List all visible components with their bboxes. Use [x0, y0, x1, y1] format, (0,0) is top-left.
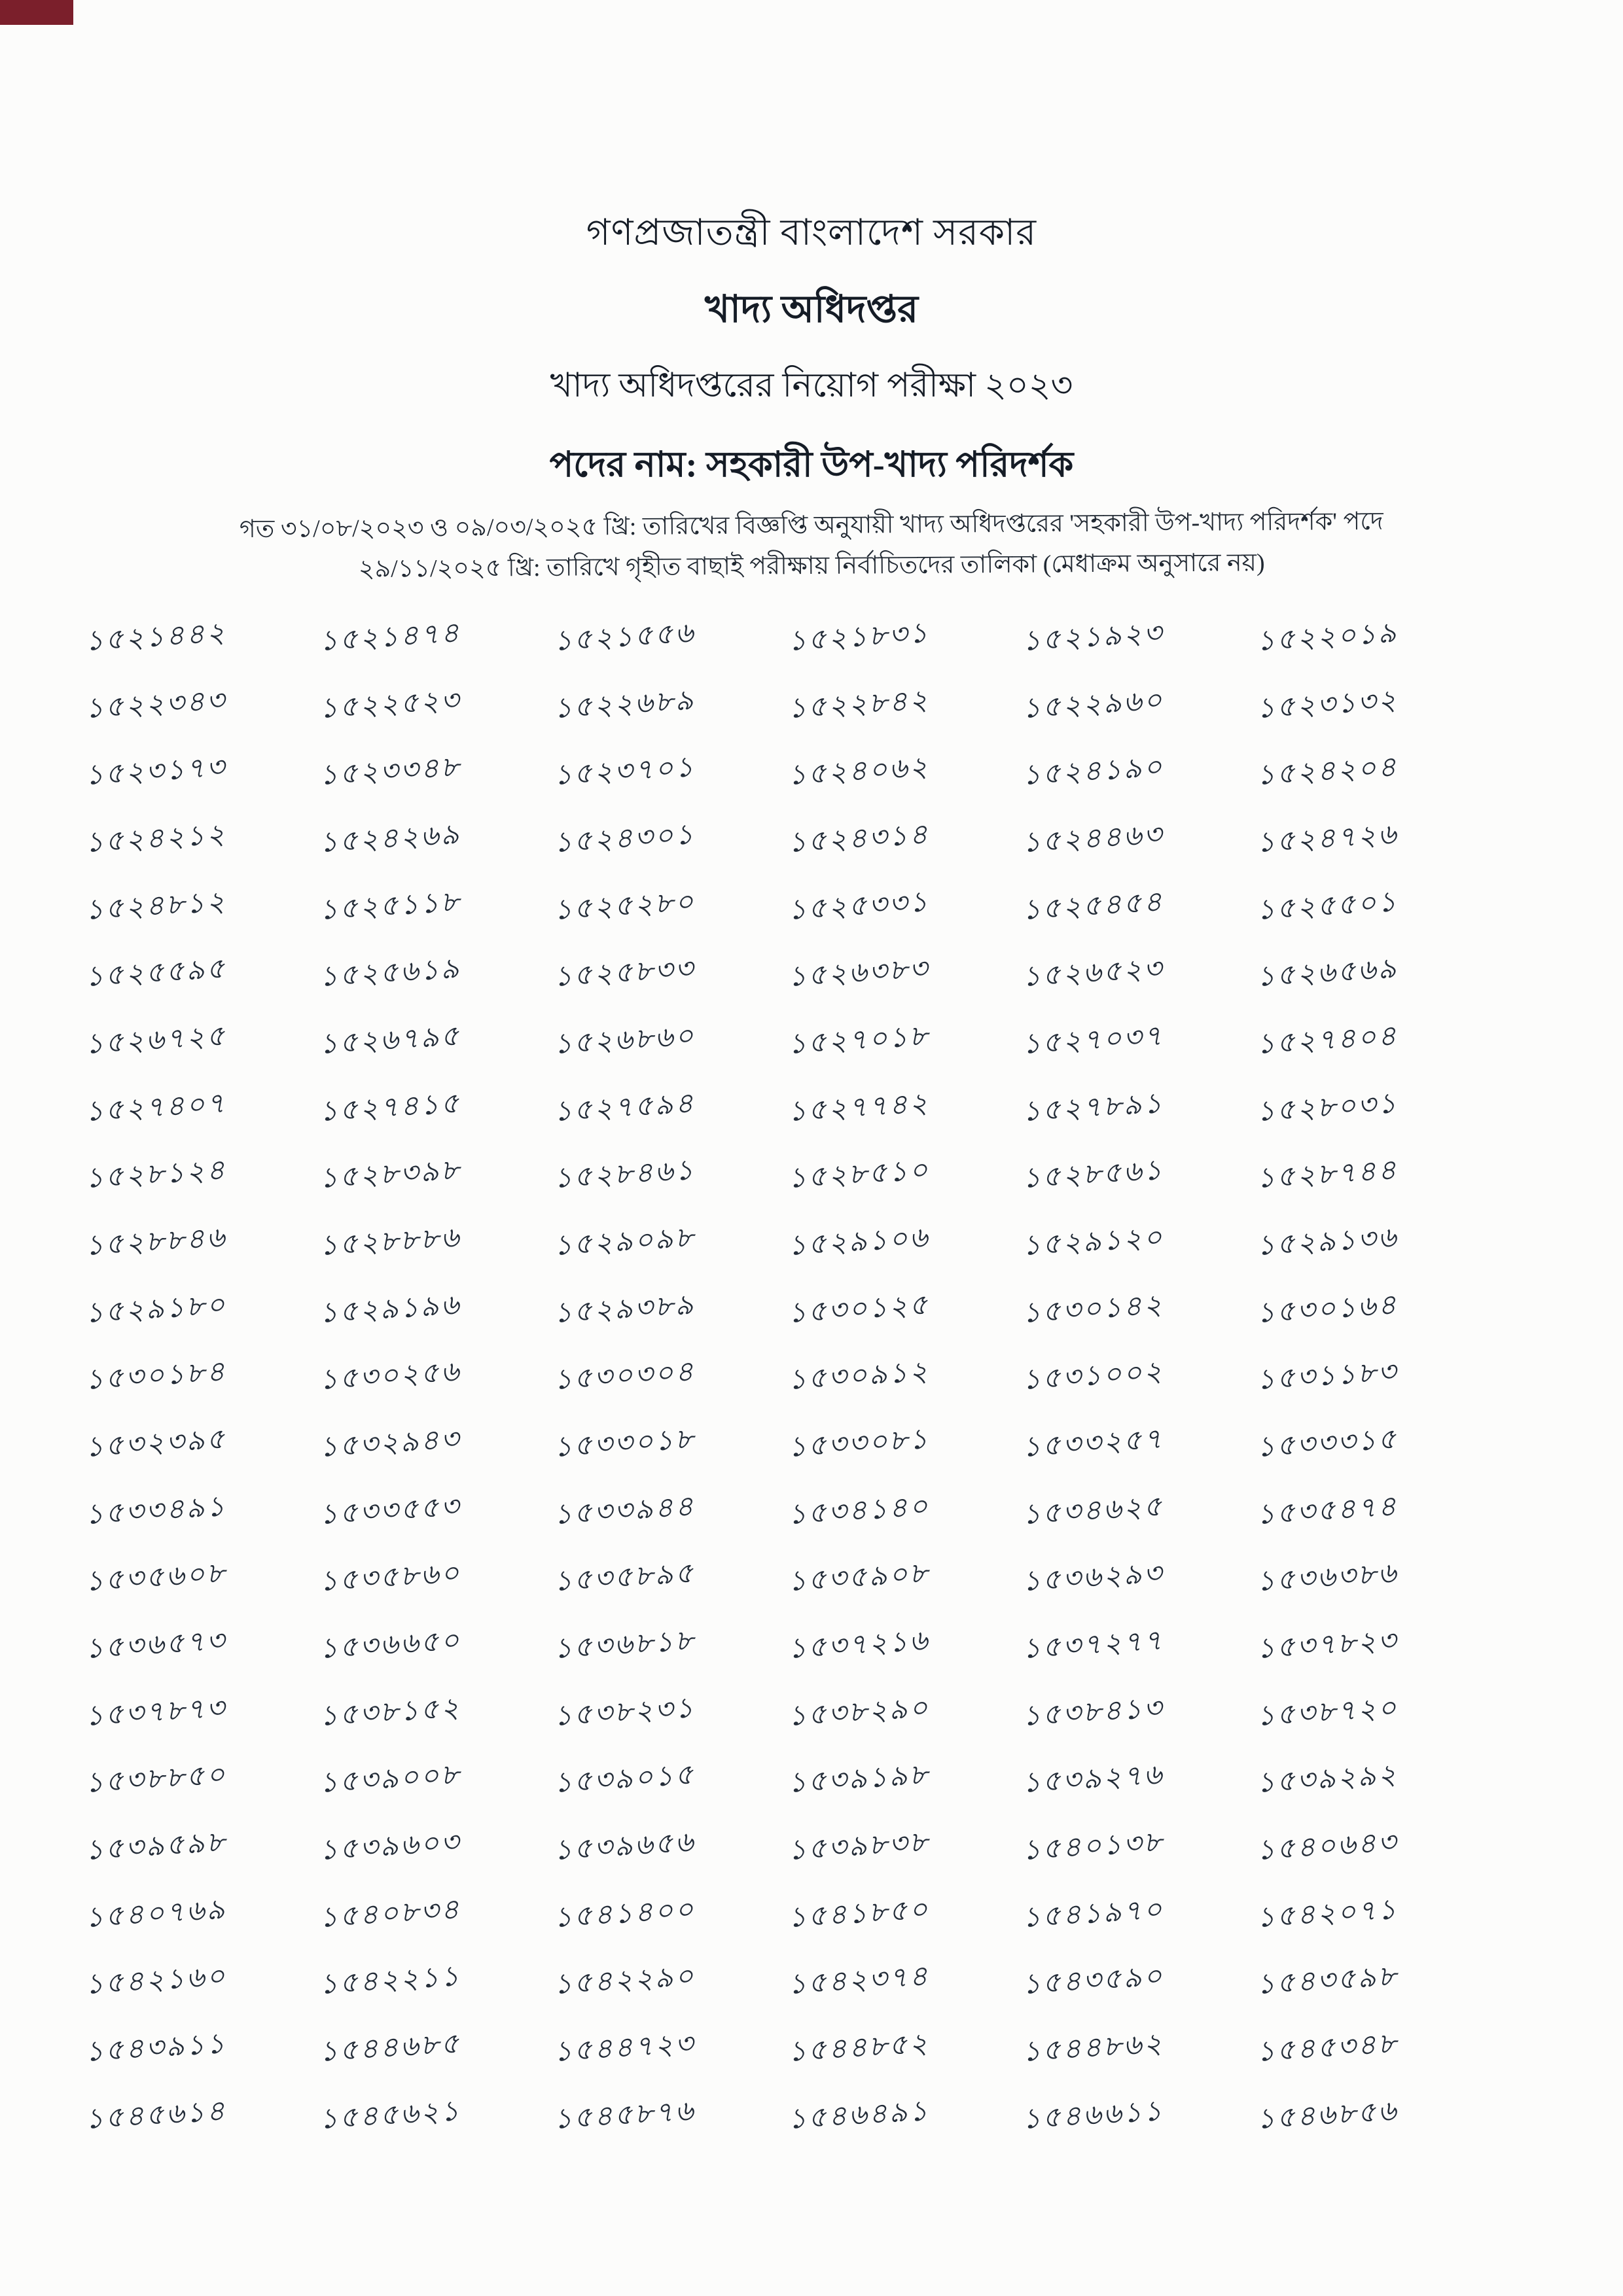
- roll-number: ১৫২৫৩৩১: [787, 886, 931, 926]
- notice-description: [0, 499, 1623, 592]
- roll-number: ১৫৪৬৮৫৬: [1255, 2095, 1399, 2135]
- roll-number: ১৫২২০১৯: [1255, 617, 1399, 658]
- roll-number: ১৫৩৭৮২৩: [1255, 1625, 1399, 1665]
- roll-number: ১৫২৫৬১৯: [318, 953, 462, 993]
- roll-number: ১৫৪৫৬২১: [318, 2095, 462, 2135]
- roll-number: ১৫২৯১৩৬: [1255, 1222, 1399, 1262]
- page-footer: [0, 2120, 1623, 2290]
- roll-number: ১৫৩৯৮৩৮: [787, 1827, 931, 1867]
- roll-number: ১৫৩৯০০৮: [318, 1759, 462, 1799]
- roll-number: ১৫৩৩০১৮: [552, 1423, 696, 1464]
- roll-number: ১৫৩২৩৯৫: [84, 1423, 228, 1464]
- roll-number: ১৫২৬৭২৫: [84, 1020, 228, 1061]
- roll-number: ১৫২৪৪৬৩: [1021, 819, 1165, 859]
- roll-number: ১৫২৮৭৪৪: [1255, 1155, 1399, 1195]
- roll-number: ১৫২৪৩০১: [552, 819, 696, 859]
- roll-number-row: [85, 883, 1472, 929]
- roll-number-grid: [85, 614, 1472, 2138]
- roll-number: ১৫৩৩২৫৭: [1021, 1423, 1165, 1464]
- roll-number: ১৫৪১৪০০: [552, 1894, 696, 1934]
- roll-number: ১৫২২৫২৩: [318, 684, 462, 724]
- roll-number: ১৫২৪২১২: [84, 819, 228, 859]
- roll-number: ১৫৪৪৮৫২: [787, 2028, 931, 2068]
- roll-number: ১৫২৫৮৩৩: [552, 953, 696, 993]
- roll-number: ১৫৩৫৮৯৫: [552, 1558, 696, 1598]
- roll-number: ১৫৩০১৬৪: [1255, 1289, 1399, 1329]
- roll-number: ১৫৩৬২৯৩: [1021, 1558, 1165, 1598]
- roll-number: ১৫৩৬৮১৮: [552, 1625, 696, 1665]
- roll-number-row: [85, 1151, 1472, 1197]
- roll-number: ১৫২১৪৭৪: [318, 617, 462, 658]
- roll-number-row: [85, 1017, 1472, 1063]
- roll-number: ১৫৪৩৯১১: [84, 2028, 228, 2068]
- roll-number: ১৫২২৩৪৩: [84, 684, 228, 724]
- roll-number: ১৫২৮৮৮৬: [318, 1222, 462, 1262]
- roll-number: ১৫২৪১৯০: [1021, 752, 1165, 792]
- roll-number-row: [85, 1890, 1472, 1937]
- roll-number: ১৫৩৮৭২০: [1255, 1692, 1399, 1732]
- roll-number: ১৫৪৪৬৮৫: [318, 2028, 462, 2068]
- roll-number-row: [85, 1689, 1472, 1735]
- roll-number: ১৫৪০৬৪৩: [1255, 1826, 1399, 1867]
- roll-number: ১৫২৬৫৬৯: [1255, 953, 1399, 993]
- roll-number: ১৫২৮৫১০: [787, 1155, 931, 1195]
- roll-number: ১৫২৮০৩১: [1255, 1087, 1399, 1127]
- roll-number: ১৫২৪৮১২: [84, 886, 228, 926]
- roll-number-row: [85, 1352, 1472, 1399]
- roll-number: ১৫২৬৫২৩: [1021, 953, 1165, 993]
- roll-number: ১৫৩৩৯৪৪: [552, 1491, 696, 1530]
- roll-number: ১৫৩৩০৮১: [787, 1423, 931, 1464]
- roll-number: ১৫২১৯২৩: [1021, 617, 1165, 658]
- roll-number: ১৫৩৮৪১৩: [1021, 1692, 1165, 1732]
- roll-number: ১৫২১৮৩১: [787, 617, 931, 658]
- roll-number: ১৫৩৭৮৭৩: [84, 1692, 228, 1732]
- roll-number: ১৫৪৬৪৯১: [787, 2095, 931, 2135]
- roll-number: ১৫২৯১৯৬: [318, 1289, 462, 1329]
- roll-number: ১৫৪৫৮৭৬: [552, 2095, 696, 2135]
- roll-number: ১৫২৭৪১৫: [318, 1087, 462, 1127]
- roll-number: ১৫২৩১৩২: [1255, 684, 1399, 724]
- roll-number: ১৫২৩৩৪৮: [318, 752, 462, 792]
- roll-number: ১৫৪৫৩৪৮: [1255, 2028, 1399, 2068]
- roll-number: ১৫৩২৯৪৩: [318, 1423, 462, 1464]
- roll-number: ১৫২৫৫০১: [1255, 886, 1399, 926]
- post-name: পদের নাম: সহকারী উপ-খাদ্য পরিদর্শক: [549, 445, 1074, 484]
- government-title: গণপ্রজাতন্ত্রী বাংলাদেশ সরকার: [586, 213, 1037, 253]
- roll-number: ১৫৩৫৮৬০: [318, 1558, 462, 1598]
- notice-description-line2: ২৯/১১/২০২৫ খ্রি: তারিখে গৃহীত বাছাই পরীক্ষায় নির্বাচিতদের তালিকা (মেধাক্রম অনুসারে নয়): [358, 549, 1265, 583]
- roll-number: ১৫৪৬৬১১: [1021, 2095, 1165, 2135]
- roll-number: ১৫৩৯৬৫৬: [552, 1826, 696, 1867]
- roll-number-row: [85, 1084, 1472, 1131]
- notice-description-line1: গত ৩১/০৮/২০২৩ ও ০৯/০৩/২০২৫ খ্রি: তারিখের বিজ্ঞপ্তি অনুযায়ী খাদ্য অধিদপ্তরের 'সহকারী উপ-খাদ্য পরিদর্শক' পদে: [239, 507, 1383, 544]
- roll-number-row: [85, 1621, 1472, 1668]
- roll-number: ১৫৩৯৫৯৮: [84, 1827, 228, 1867]
- roll-number: ১৫৩৯০১৫: [552, 1759, 696, 1799]
- roll-number: ১৫৩৩৩১৫: [1255, 1423, 1399, 1464]
- roll-number: ১৫৩৯১৯৮: [787, 1759, 931, 1799]
- roll-number: ১৫২১৪৪২: [84, 617, 228, 658]
- roll-number: ১৫৩৫৪৭৪: [1255, 1491, 1399, 1530]
- roll-number: ১৫২৭০১৮: [787, 1020, 931, 1061]
- roll-number: ১৫৩০১২৫: [787, 1289, 931, 1329]
- roll-number: ১৫৩০৩০৪: [552, 1356, 696, 1396]
- roll-number: ১৫২৯১২০: [1021, 1222, 1165, 1262]
- roll-number-row: [85, 614, 1472, 660]
- roll-number: ১৫২২৯৬০: [1021, 684, 1165, 724]
- roll-number: ১৫৪১৮৫০: [787, 1894, 931, 1934]
- roll-number: ১৫২৯০৯৮: [552, 1222, 696, 1262]
- roll-number: ১৫৩৬৬৫০: [318, 1625, 462, 1665]
- roll-number: ১৫৩৫৯০৮: [787, 1558, 931, 1598]
- roll-number: ১৫৩৮২৩১: [552, 1692, 696, 1732]
- roll-number: ১৫৪৪৮৬২: [1021, 2028, 1165, 2068]
- roll-number: ১৫৪০১৩৮: [1021, 1827, 1165, 1867]
- roll-number: ১৫২৫২৮০: [552, 886, 696, 926]
- scan-corner-mark: [0, 0, 73, 25]
- roll-number: ১৫৩৮১৫২: [318, 1692, 462, 1732]
- roll-number: ১৫২৮৮৪৬: [84, 1222, 228, 1262]
- roll-number: ১৫৩১০০২: [1021, 1356, 1165, 1396]
- roll-number: ১৫২৬৭৯৫: [318, 1020, 462, 1061]
- roll-number: ১৫২৩৭০১: [552, 752, 696, 792]
- roll-number: ১৫২৩১৭৩: [84, 752, 228, 792]
- roll-number: ১৫২৮১২৪: [84, 1155, 228, 1195]
- roll-number: ১৫৪২৩৭৪: [787, 1961, 931, 2001]
- roll-number-row: [85, 949, 1472, 996]
- roll-number: ১৫৩৩৫৫৩: [318, 1491, 462, 1530]
- roll-number: ১৫৪২১৬০: [84, 1961, 228, 2001]
- roll-number: ১৫২৪৩১৪: [787, 819, 931, 859]
- roll-number: ১৫২৭৭৪২: [787, 1087, 931, 1127]
- roll-number: ১৫২৪০৬২: [787, 752, 931, 792]
- roll-number-row: [85, 1823, 1472, 1869]
- roll-number: ১৫৪২২৯০: [552, 1961, 696, 2001]
- roll-number-row: [85, 681, 1472, 728]
- roll-number: ১৫২৫৪৫৪: [1021, 886, 1165, 926]
- roll-number: ১৫৩৪৬২৫: [1021, 1491, 1165, 1530]
- roll-number: ১৫৩৩৪৯১: [84, 1491, 228, 1530]
- roll-number: ১৫২৪৭২৬: [1255, 819, 1399, 859]
- roll-number: ১৫৩৬৫৭৩: [84, 1625, 228, 1665]
- roll-number: ১৫৪৪৭২৩: [552, 2028, 696, 2068]
- roll-number: ১৫৪০৮৩৪: [318, 1894, 462, 1934]
- roll-number: ১৫২৭৫৯৪: [552, 1087, 696, 1127]
- roll-number: ১৫৪২২১১: [318, 1961, 462, 2001]
- roll-number-row: [85, 1957, 1472, 2004]
- roll-number: ১৫৩৯৬০৩: [318, 1826, 462, 1867]
- roll-number: ১৫২৮৪৬১: [552, 1155, 696, 1195]
- roll-number: ১৫৪১৯৭০: [1021, 1894, 1165, 1934]
- roll-number: ১৫৩৭২১৬: [787, 1625, 931, 1665]
- roll-number-row: [85, 1554, 1472, 1600]
- roll-number: ১৫৩০৯১২: [787, 1356, 931, 1396]
- roll-number: ১৫৪৩৫৯৮: [1255, 1961, 1399, 2001]
- roll-number: ১৫৩০২৫৬: [318, 1356, 462, 1396]
- roll-number: ১৫২৬৩৮৩: [787, 953, 931, 993]
- roll-number: ১৫৩০১৪২: [1021, 1289, 1165, 1329]
- roll-number: ১৫৩৪১৪০: [787, 1491, 931, 1530]
- roll-number: ১৫২৫৫৯৫: [84, 953, 228, 993]
- roll-number: ১৫৪২০৭১: [1255, 1894, 1399, 1934]
- roll-number: ১৫৩৮২৯০: [787, 1692, 931, 1732]
- roll-number-row: [85, 1286, 1472, 1332]
- roll-number: ১৫৩৭২৭৭: [1021, 1625, 1165, 1665]
- roll-number: ১৫৪০৭৬৯: [84, 1894, 228, 1934]
- roll-number: ১৫২৭৪০৪: [1255, 1020, 1399, 1061]
- roll-number: ১৫৩৯২৭৬: [1021, 1759, 1165, 1799]
- roll-number-row: [85, 1218, 1472, 1265]
- roll-number: ১৫২৪২০৪: [1255, 752, 1399, 792]
- roll-number: ১৫২৬৮৬০: [552, 1020, 696, 1061]
- roll-number-row: [85, 1487, 1472, 1534]
- exam-title: খাদ্য অধিদপ্তরের নিয়োগ পরীক্ষা ২০২৩: [550, 367, 1073, 404]
- roll-number: ১৫৩০১৮৪: [84, 1356, 228, 1396]
- roll-number: ১৫৩৬৩৮৬: [1255, 1558, 1399, 1598]
- roll-number: ১৫২৮৩৯৮: [318, 1155, 462, 1195]
- roll-number: ১৫৪৫৬১৪: [84, 2095, 228, 2135]
- roll-number: ১৫২৭৪০৭: [84, 1087, 228, 1127]
- roll-number: ১৫২৯১৮০: [84, 1289, 228, 1329]
- roll-number: ১৫২৭৮৯১: [1021, 1087, 1165, 1127]
- roll-number-row: [85, 2024, 1472, 2071]
- roll-number-row: [85, 1420, 1472, 1466]
- roll-number: ১৫৩৯২৯২: [1255, 1759, 1399, 1799]
- roll-number: ১৫২৯৩৮৯: [552, 1289, 696, 1329]
- roll-number: ১৫২১৫৫৬: [552, 617, 696, 658]
- roll-number-row: [85, 1756, 1472, 1802]
- roll-number: ১৫৪৩৫৯০: [1021, 1961, 1165, 2001]
- roll-number: ১৫২৯১০৬: [787, 1222, 931, 1262]
- roll-number-row: [85, 748, 1472, 794]
- roll-number: ১৫৩৫৬০৮: [84, 1558, 228, 1598]
- roll-number-row: [85, 815, 1472, 862]
- roll-number: ১৫২২৮৪২: [787, 684, 931, 724]
- roll-number: ১৫২৮৫৬১: [1021, 1155, 1165, 1195]
- roll-number: ১৫২৭০৩৭: [1021, 1020, 1165, 1061]
- directorate-title: খাদ্য অধিদপ্তর: [704, 288, 919, 330]
- roll-number: ১৫৩১১৮৩: [1255, 1356, 1399, 1396]
- roll-number: ১৫৩৮৮৫০: [84, 1759, 228, 1799]
- roll-number: ১৫২২৬৮৯: [552, 684, 696, 724]
- roll-number: ১৫২৫১১৮: [318, 886, 462, 926]
- roll-number: ১৫২৪২৬৯: [318, 819, 462, 859]
